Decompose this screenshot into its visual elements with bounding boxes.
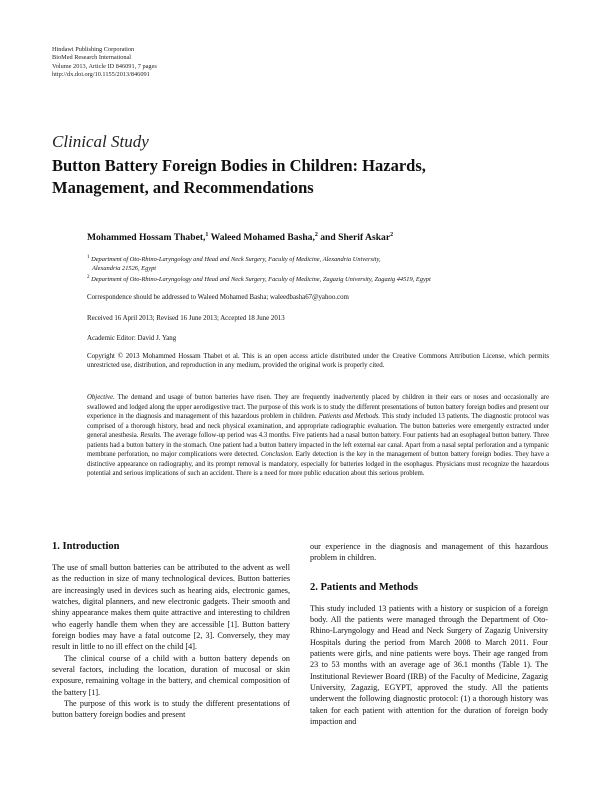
affil-text: Department of Oto-Rhino-Laryngology and Head and Neck Surgery, Faculty of Medicine, Zagazig University, Zagazig 44519, Egypt bbox=[91, 276, 431, 284]
affiliation-2 bbox=[87, 273, 557, 284]
intro-paragraph-3: The purpose of this work is to study the different presentations of button battery foreign bodies and present bbox=[52, 699, 290, 720]
column-right bbox=[310, 541, 548, 727]
intro-paragraph-3-cont: our experience in the diagnosis and management of this hazardous problem in children. bbox=[310, 542, 548, 563]
author-affil-mark: 1 bbox=[205, 232, 209, 238]
section-title-introduction: 1. Introduction bbox=[52, 541, 120, 552]
affiliations bbox=[87, 253, 557, 284]
intro-paragraph-2: The clinical course of a child with a button battery depends on several factors, including the location, duration of mucosal or skin exposure, remaining voltage in the battery, and chemical composition of the battery [1]. bbox=[52, 653, 290, 697]
abstract-label: Objective. bbox=[87, 394, 115, 401]
column-left bbox=[52, 540, 290, 721]
author-affil-mark: 2 bbox=[314, 232, 318, 238]
article-type: Clinical Study bbox=[52, 132, 149, 151]
journal-name: BioMed Research International bbox=[52, 54, 132, 62]
abstract-label: Results. bbox=[140, 432, 162, 440]
affiliation-1-cont: Alexandria 21526, Egypt bbox=[92, 265, 157, 273]
correspondence: Correspondence should be addressed to Waleed Mohamed Basha; waleedbasha67@yahoo.com bbox=[87, 294, 349, 301]
abstract-text: The demand and usage of button batteries have risen. They are frequently inadvertently placed by children in their ears or noses and occasionally are swallowed and lodged along the upper aerodigestive tract. The purpose of this work is to study the different presentations of button battery foreign bodies and present our experience in the diagnosis and management of this hazardous problem in children. bbox=[87, 394, 549, 421]
abstract-text: Early detection is the key in the management of button battery foreign bodies. They have a distinctive appearance on radiography, and its prompt removal is mandatory, especially for batteries lodged in the esophagus. Physicians must recognize the hazardous potential and serious implications of such an accident. There is a need for more public education about this serious problem. bbox=[87, 451, 549, 478]
methods-paragraph-1: This study included 13 patients with a history or suspicion of a foreign body. All the patients were managed through the Department of Oto-Rhino-Laryngology and Head and Neck Surgery of Zagazig University Hospitals during the period from March 2008 to March 2011. Four patients were girls, and nine patients were boys. Their age ranged from 23 to 53 months with an average age of 36.1 months (Table 1). The Institutional Reviewer Board (IRB) of the Faculty of Medicine, Zagazig University, Zagazig, EGYPT, approved the study. All the patients underwent the following diagnostic protocol: (1) a thorough history was taken for each patient with attention for the duration of foreign body impaction and bbox=[310, 603, 548, 727]
volume-info: Volume 2013, Article ID 846091, 7 pages bbox=[52, 62, 157, 70]
affil-text: Department of Oto-Rhino-Laryngology and Head and Neck Surgery, Faculty of Medicine, Alexandria University, bbox=[91, 256, 381, 264]
author-list bbox=[87, 232, 393, 243]
doi-link[interactable]: http://dx.doi.org/10.1155/2013/846091 bbox=[52, 70, 150, 78]
section-title-methods: 2. Patients and Methods bbox=[310, 581, 418, 593]
article-title: Button Battery Foreign Bodies in Children: Hazards, Management, and Recommendations bbox=[52, 156, 426, 197]
intro-paragraph-1: The use of small button batteries can be attributed to the advent as well as the reduction in size of many technological devices. Button batteries are increasingly used in devices such as hearing aids, electronic games, watches, digital planners, and new electronic gadgets. Their smooth and shiny appearance makes them quite attractive and interesting to children who eagerly handle them when they are accessible [1]. Button battery foreign bodies may have a fatal outcome [2, 3]. Conversely, they may result in little to no ill effect on the child [4]. bbox=[52, 563, 290, 652]
affil-mark: 2 bbox=[87, 275, 90, 281]
author-name: and Sherif Askar bbox=[317, 232, 391, 244]
abstract-text: The average follow-up period was 4.3 months. Five patients had a nasal button battery. Four patients had an esophageal button battery. Three patients had a button battery in the stomach. One patient had a button battery impacted in the left external ear canal. Apart from a nasal septal perforation and a tympanic membrane perforation, no major complications were detected. bbox=[87, 432, 549, 459]
author-name: Waleed Mohamed Basha, bbox=[208, 232, 315, 244]
journal-header bbox=[52, 46, 157, 79]
affiliation-1 bbox=[87, 253, 557, 264]
copyright-notice: Copyright © 2013 Mohammed Hossam Thabet et al. This is an open access article distributed under the Creative Commons Attribution License, which permits unrestricted use, distribution, and reproduction in any medium, provided the original work is properly cited. bbox=[87, 353, 549, 370]
abstract-label: Patients and Methods. bbox=[318, 413, 381, 421]
author-affil-mark: 2 bbox=[390, 232, 394, 238]
abstract-text: This study included 13 patients. The diagnostic protocol was comprised of a thorough history, head and neck physical examination, and appropriate radiographic evaluation. The button batteries were emergently extracted under general anesthesia. bbox=[87, 413, 549, 440]
article-dates: Received 16 April 2013; Revised 16 June 2013; Accepted 18 June 2013 bbox=[87, 315, 285, 322]
publisher: Hindawi Publishing Corporation bbox=[52, 46, 135, 53]
author-name: Mohammed Hossam Thabet, bbox=[87, 232, 206, 244]
abstract-label: Conclusion. bbox=[260, 451, 294, 459]
academic-editor: Academic Editor: David J. Yang bbox=[87, 335, 177, 342]
abstract bbox=[87, 393, 549, 479]
affil-mark: 1 bbox=[87, 255, 90, 260]
